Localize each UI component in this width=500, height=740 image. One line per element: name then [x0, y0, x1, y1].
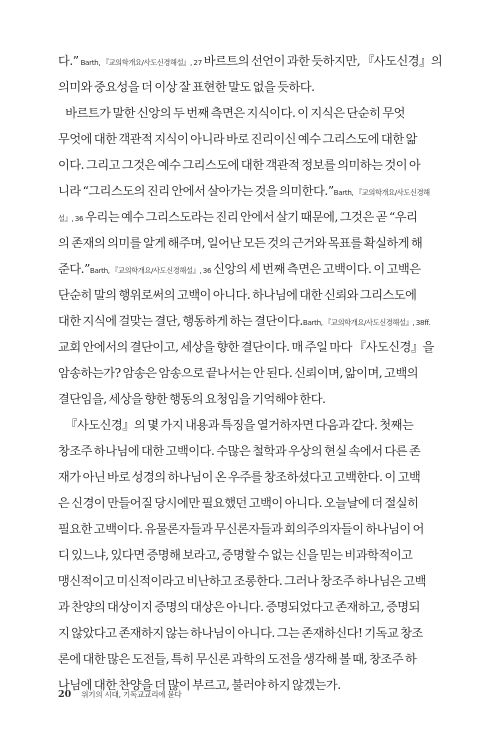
text-segment: 창조주 하나님에 대한 고백이다. 수많은 철학과 우상의 현실 속에서 다른 존 [58, 444, 421, 458]
text-segment: 디 있느냐, 있다면 증명해 보라고, 증명할 수 없는 신을 믿는 비과학적이고 [58, 548, 413, 562]
text-segment: 론에 대한 많은 도전들, 특히 무신론 과학의 도전을 생각해 볼 때, 창조주 하 [58, 652, 417, 666]
text-segment: 나님에 대한 찬양을 더 많이 부르고, 불러야 하지 않겠는가. [58, 678, 341, 692]
text-line [58, 204, 444, 230]
text-segment: 단순히 말의 행위로써의 고백이 아니다. 하나님에 대한 신뢰와 그리스도에 [58, 288, 417, 302]
text-line [58, 386, 444, 412]
text-segment: 다.” [58, 54, 81, 68]
text-line [58, 542, 444, 568]
text-segment: 바르트의 선언이 과한 듯하지만, 『사도신경』의 [201, 54, 443, 68]
text-segment: 맹신적이고 미신적이라고 비난하고 조롱한다. 그러나 창조주 하나님은 고백 [58, 574, 426, 588]
text-line [58, 646, 444, 672]
text-line [58, 516, 444, 542]
citation: Barth, 『교의학개요/사도신경해설』, 38ff. [302, 318, 431, 327]
text-line [58, 334, 444, 360]
text-segment: 암송하는가? 암송은 암송으로 끝나서는 안 된다. 신뢰이며, 앎이며, 고백의 [58, 366, 419, 380]
text-segment: 신앙의 세 번째 측면은 고백이다. 이 고백은 [211, 262, 421, 276]
running-title: 위기의 시대, 기독교교리에 묻다 [81, 690, 182, 699]
text-segment: 과 찬양의 대상이지 증명의 대상은 아니다. 증명되었다고 존재하고, 증명되 [58, 600, 420, 614]
text-line [58, 74, 444, 100]
text-segment: 결단임을, 세상을 향한 행동의 요청임을 기억해야 한다. [58, 392, 326, 406]
text-line [58, 100, 444, 126]
text-line [58, 360, 444, 386]
text-segment: 의미와 중요성을 더 이상 잘 표현한 말도 없을 듯하다. [58, 80, 315, 94]
text-segment: 준다.” [58, 262, 90, 276]
text-line [58, 230, 444, 256]
text-line [58, 568, 444, 594]
text-line [58, 438, 444, 464]
text-line [58, 490, 444, 516]
text-line [58, 594, 444, 620]
text-line [58, 464, 444, 490]
text-line [58, 412, 444, 438]
text-segment: 우리는 예수 그리스도라는 진리 안에서 살기 때문에, 그것은 곧 “우리 [83, 210, 418, 224]
text-segment: 은 신경이 만들어질 당시에만 필요했던 고백이 아니다. 오늘날에 더 절실히 [58, 496, 419, 510]
text-segment: 지 않았다고 존재하지 않는 하나님이 아니다. 그는 존재하신다! 기독교 창조 [58, 626, 423, 640]
text-segment: 재가 아닌 바로 성경의 하나님이 온 우주를 창조하셨다고 고백한다. 이 고백 [58, 470, 421, 484]
text-line [58, 256, 444, 282]
page-footer [58, 688, 444, 702]
text-segment: 필요한 고백이다. 유물론자들과 무신론자들과 회의주의자들이 하나님이 어 [58, 522, 424, 536]
text-line [58, 152, 444, 178]
text-line [58, 178, 444, 204]
text-line [58, 48, 444, 74]
text-segment: 『사도신경』의 몇 가지 내용과 특징을 열거하자면 다음과 같다. 첫째는 [58, 418, 414, 432]
text-segment: 대한 지식에 걸맞는 결단, 행동하게 하는 결단이다. [58, 314, 303, 328]
citation: Barth, 『교의학개요/사도신경해 [333, 188, 430, 197]
text-segment: 니라 “그리스도의 진리 안에서 살아가는 것을 의미한다.” [58, 184, 334, 198]
text-segment: 무엇에 대한 객관적 지식이 아니라 바로 진리이신 예수 그리스도에 대한 앎 [58, 132, 417, 146]
text-segment: 바르트가 말한 신앙의 두 번째 측면은 지식이다. 이 지식은 단순히 무엇 [58, 106, 405, 120]
text-segment: 의 존재의 의미를 알게 해주며, 일어난 모든 것의 근거와 목표를 확실하게 해 [58, 236, 423, 250]
text-segment: 이다. 그리고 그것은 예수 그리스도에 대한 객관적 정보를 의미하는 것이 아 [58, 158, 421, 172]
citation: Barth, 『교의학개요/사도신경해설』, 27 [80, 58, 202, 67]
text-line [58, 282, 444, 308]
text-line [58, 126, 444, 152]
text-line [58, 620, 444, 646]
citation: Barth, 『교의학개요/사도신경해설』, 36 [89, 266, 212, 275]
citation: 설』, 36 [58, 214, 84, 223]
page-body [58, 48, 444, 698]
text-line [58, 308, 444, 334]
page-number: 20 [58, 689, 72, 700]
text-segment: 교회 안에서의 결단이고, 세상을 향한 결단이다. 매 주일 마다 『사도신경』을 [58, 340, 435, 354]
